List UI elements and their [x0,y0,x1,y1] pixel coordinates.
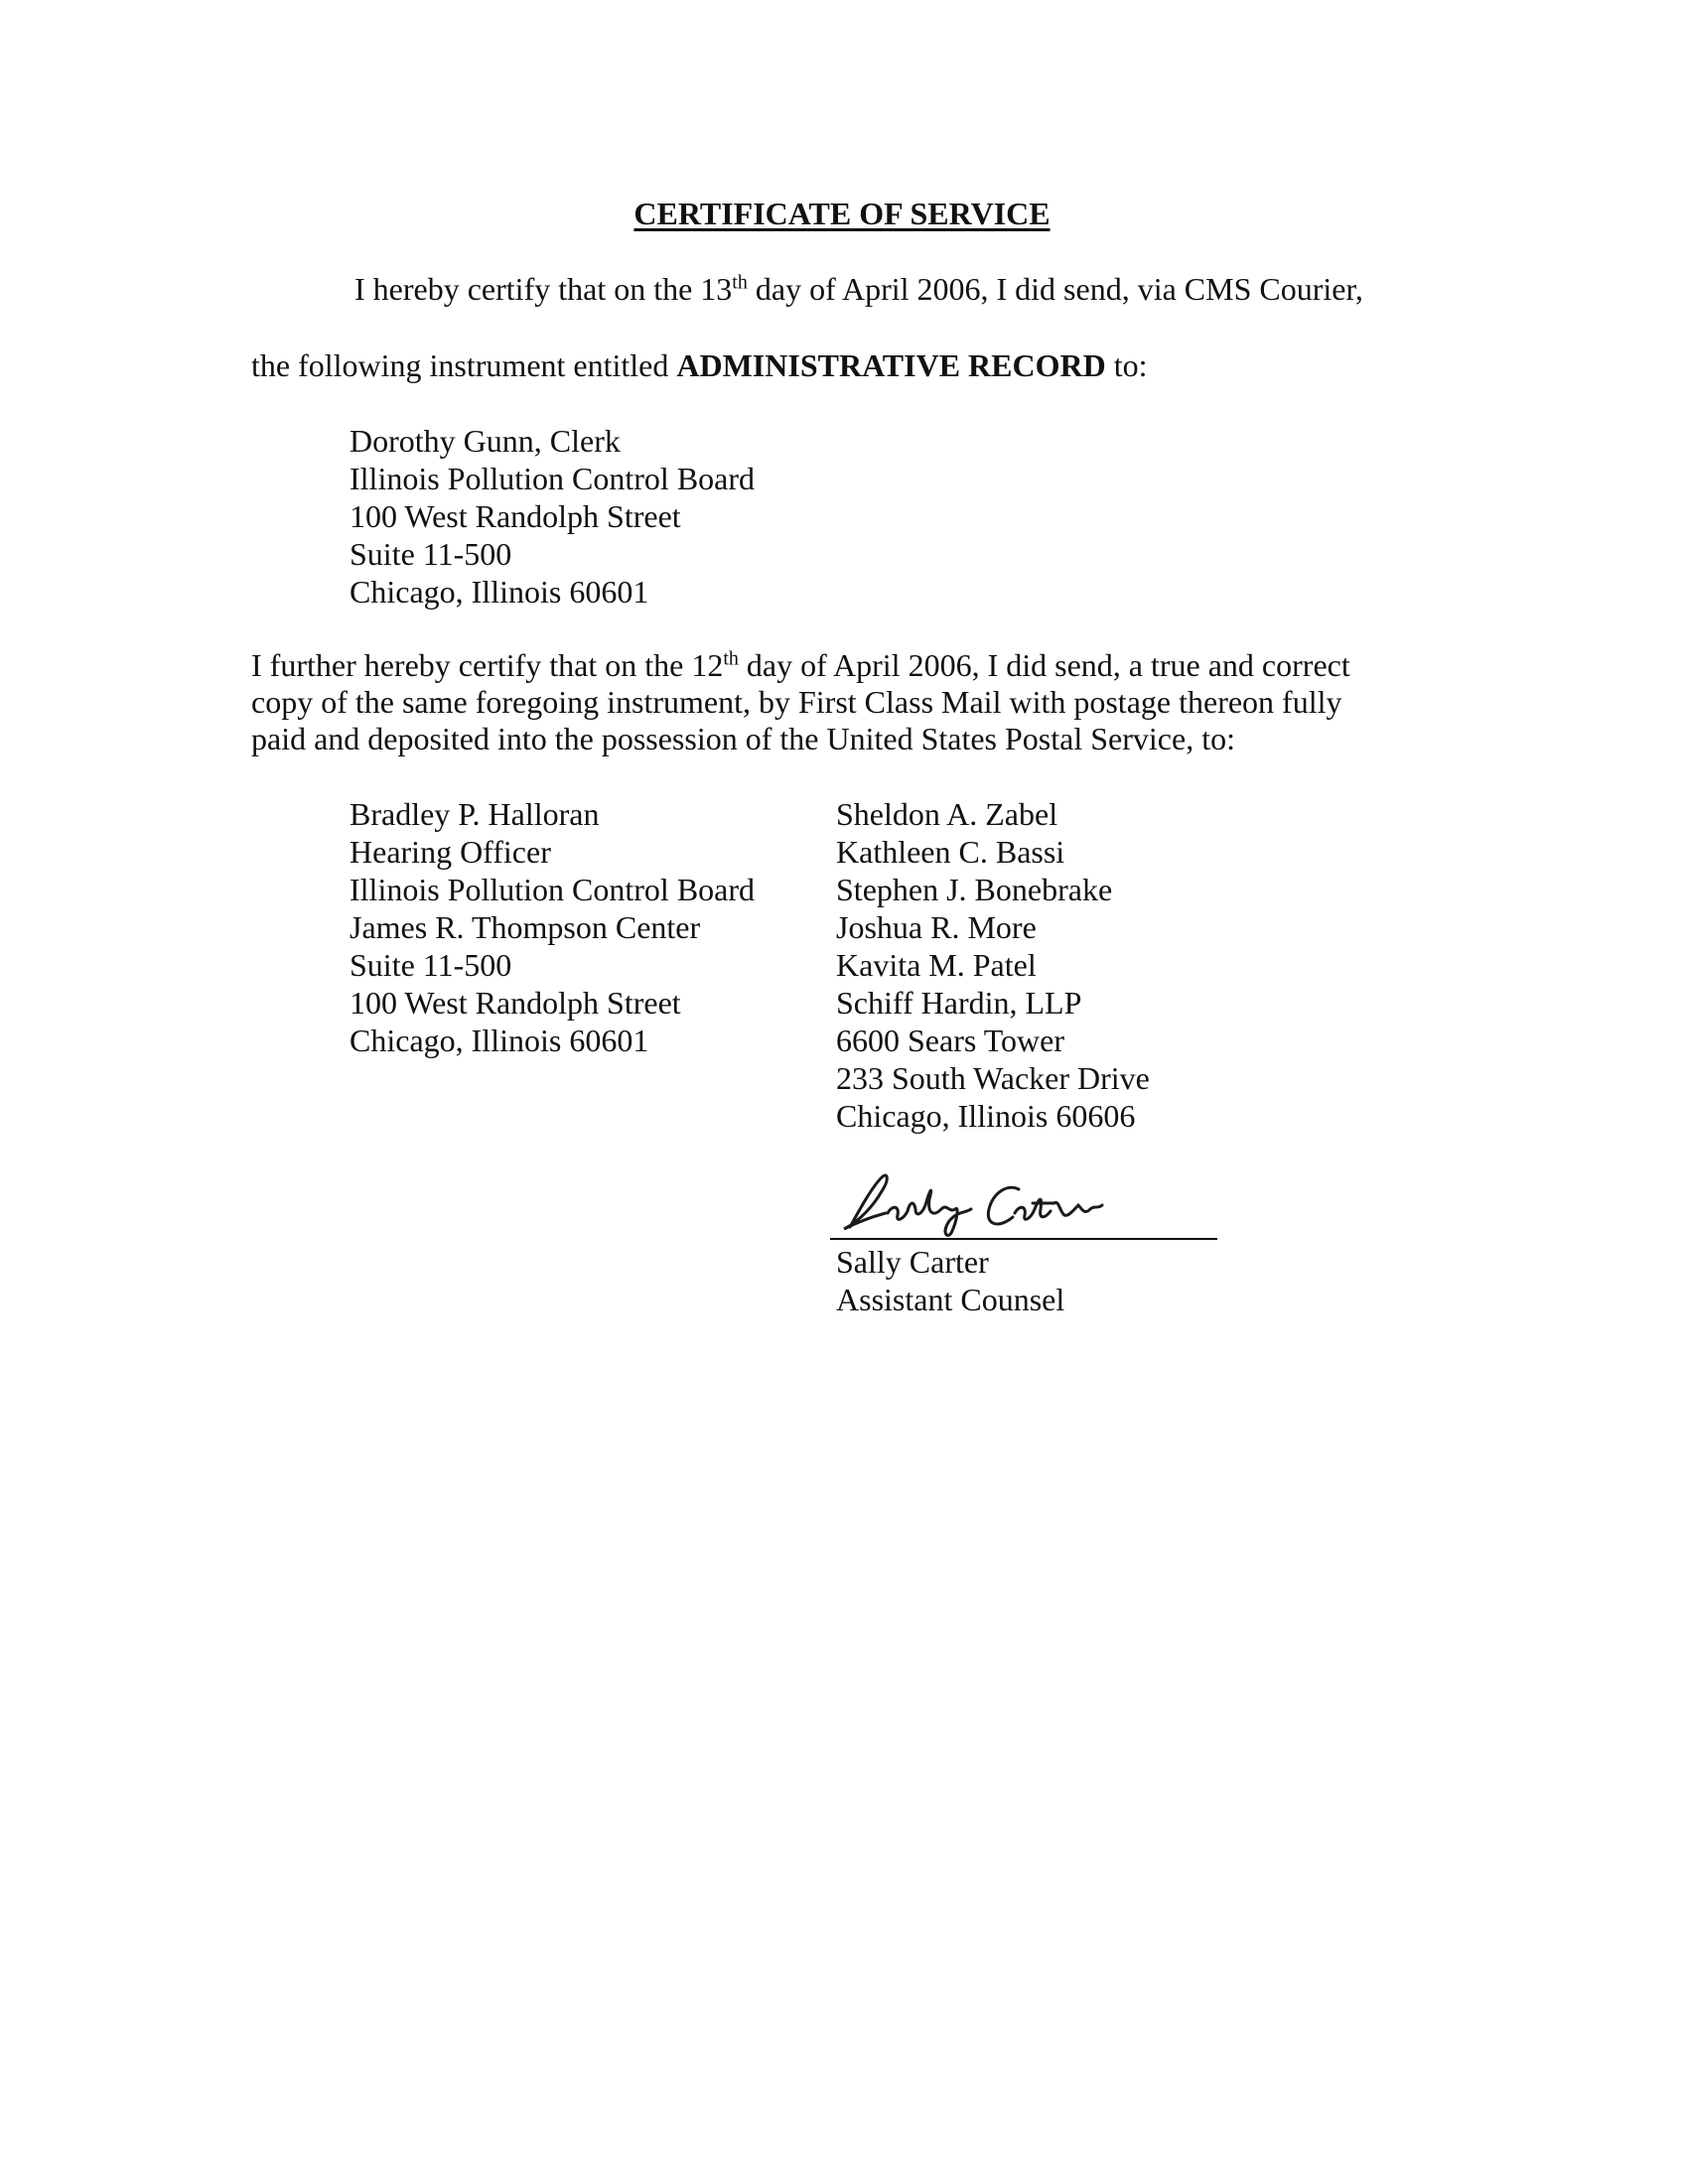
further-ordinal: th [723,647,739,670]
document-title: CERTIFICATE OF SERVICE [633,196,1051,231]
further-certify-line-2: copy of the same foregoing instrument, by First Class Mail with postage thereon fully [251,684,1342,720]
address-line: Stephen J. Bonebrake [836,872,1113,907]
address-line: Joshua R. More [836,909,1037,945]
further-certify-line-1 [251,646,1350,684]
further-certify-line-3: paid and deposited into the possession of the United States Postal Service, to: [251,721,1235,756]
address-line: Kavita M. Patel [836,947,1037,983]
recipient-schiff-hardin-address [836,795,1150,1135]
address-line: 100 West Randolph Street [350,985,681,1021]
address-line: Schiff Hardin, LLP [836,985,1082,1021]
certify-text-c: the following instrument entitled [251,347,677,383]
instrument-title: ADMINISTRATIVE RECORD [676,347,1106,383]
signer-block [836,1243,1064,1318]
certify-ordinal: th [732,271,748,294]
signature-line [830,1238,1217,1240]
address-line: Illinois Pollution Control Board [350,872,756,907]
certify-text-a: I hereby certify that on the 13 [354,271,733,307]
address-line: Chicago, Illinois 60601 [350,1023,649,1058]
address-line: Suite 11-500 [350,947,512,983]
certify-line-1 [354,270,1363,308]
further-text-b: day of April 2006, I did send, a true and correct [738,647,1350,683]
certify-line-2 [251,346,1148,384]
recipient-clerk-address [350,422,755,611]
address-line: Chicago, Illinois 60606 [836,1098,1136,1134]
address-line: 100 West Randolph Street [350,498,681,534]
address-line: Illinois Pollution Control Board [350,461,756,496]
address-line: Suite 11-500 [350,536,512,572]
further-text-a: I further hereby certify that on the 12 [251,647,724,683]
address-line: Hearing Officer [350,834,551,870]
signer-title: Assistant Counsel [836,1282,1065,1317]
address-line: Kathleen C. Bassi [836,834,1065,870]
address-line: Sheldon A. Zabel [836,796,1058,832]
certify-text-d: to: [1105,347,1148,383]
address-line: 233 South Wacker Drive [836,1060,1150,1096]
handwritten-signature [830,1169,1217,1239]
address-line: James R. Thompson Center [350,909,701,945]
address-line: 6600 Sears Tower [836,1023,1065,1058]
recipient-hearing-officer-address [350,795,755,1059]
certify-text-b: day of April 2006, I did send, via CMS Courier, [747,271,1363,307]
address-line: Dorothy Gunn, Clerk [350,423,621,459]
signer-name: Sally Carter [836,1244,989,1280]
address-line: Bradley P. Halloran [350,796,600,832]
address-line: Chicago, Illinois 60601 [350,574,649,610]
